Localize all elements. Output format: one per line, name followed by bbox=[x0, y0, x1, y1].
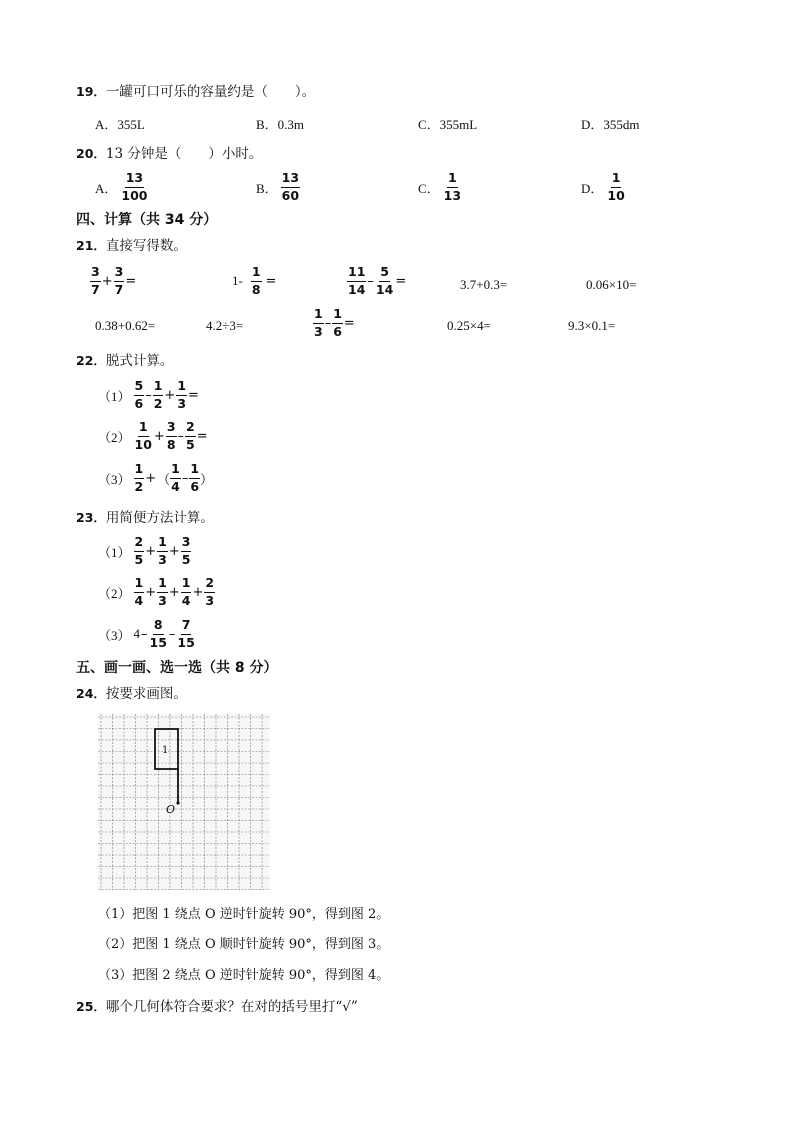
question-text: 哪个几何体符合要求？在对的括号里打“√” bbox=[105, 999, 358, 1015]
fraction bbox=[189, 463, 200, 493]
q21-expr-10: 9.3×0.1= bbox=[568, 318, 616, 333]
q21-expr-7: 4.2÷3= bbox=[206, 318, 244, 333]
numerator: 3 bbox=[114, 266, 125, 282]
question-25 bbox=[76, 1001, 358, 1015]
operator: + bbox=[164, 387, 176, 403]
denominator: 5 bbox=[186, 436, 195, 452]
fraction bbox=[606, 172, 625, 202]
part-label: （1） bbox=[98, 388, 131, 404]
q21-expr-9: 0.25×4= bbox=[447, 318, 491, 333]
q19-option-a[interactable]: A．355L bbox=[95, 117, 145, 132]
option-label: B． bbox=[256, 180, 278, 196]
fraction bbox=[134, 536, 145, 566]
q21-expr-4: 3.7+0.3= bbox=[460, 277, 508, 292]
numerator: 3 bbox=[90, 266, 101, 282]
fraction bbox=[134, 380, 145, 410]
part-label: （1） bbox=[98, 544, 131, 560]
q24-task-3: （3）把图 2 绕点 O 逆时针旋转 90°，得到图 4。 bbox=[98, 968, 390, 983]
numerator: 1 bbox=[170, 463, 181, 479]
fraction bbox=[204, 577, 215, 607]
q23-part-1 bbox=[98, 536, 191, 566]
q21-expr-2 bbox=[232, 266, 277, 296]
denominator: 13 bbox=[443, 187, 462, 203]
denominator: 14 bbox=[375, 281, 394, 297]
question-text: 一罐可口可乐的容量约是（ ）。 bbox=[105, 84, 316, 100]
fraction bbox=[134, 421, 153, 451]
numerator: 13 bbox=[125, 172, 144, 188]
operator: + bbox=[153, 428, 165, 444]
denominator: 3 bbox=[205, 592, 215, 608]
question-text: 直接写得数。 bbox=[105, 238, 187, 254]
q24-task-1: （1）把图 1 绕点 O 逆时针旋转 90°，得到图 2。 bbox=[98, 907, 390, 922]
fraction bbox=[166, 421, 177, 451]
q22-part-3 bbox=[98, 463, 213, 493]
fraction bbox=[313, 308, 324, 338]
fraction bbox=[332, 308, 343, 338]
right-paren: ） bbox=[200, 471, 214, 487]
numerator: 8 bbox=[153, 619, 164, 635]
numerator: 13 bbox=[281, 172, 300, 188]
question-24 bbox=[76, 688, 187, 702]
numerator: 7 bbox=[181, 619, 192, 635]
fraction bbox=[347, 266, 366, 296]
part-label: （2） bbox=[98, 585, 131, 601]
fraction bbox=[153, 380, 164, 410]
question-text: 脱式计算。 bbox=[105, 353, 174, 369]
denominator: 6 bbox=[333, 323, 342, 339]
denominator: 2 bbox=[134, 478, 144, 494]
numerator: 1 bbox=[447, 172, 458, 188]
numerator: 3 bbox=[181, 536, 192, 552]
denominator: 10 bbox=[607, 187, 625, 203]
operator: – bbox=[168, 626, 176, 642]
grid-svg bbox=[98, 714, 270, 890]
fraction bbox=[157, 536, 168, 566]
fraction bbox=[185, 421, 196, 451]
operator: – bbox=[324, 315, 332, 331]
question-text: 用简便方法计算。 bbox=[105, 510, 214, 526]
numerator: 2 bbox=[185, 421, 196, 437]
q22-part-2 bbox=[98, 421, 209, 451]
operator: + bbox=[168, 584, 180, 600]
question-19 bbox=[76, 86, 315, 100]
operator: – bbox=[181, 470, 189, 486]
denominator: 5 bbox=[134, 551, 144, 567]
numerator: 2 bbox=[134, 536, 145, 552]
question-22 bbox=[76, 355, 173, 369]
q23-part-2 bbox=[98, 577, 215, 607]
fraction bbox=[181, 577, 192, 607]
expr-lead: 4 bbox=[133, 626, 141, 641]
numerator: 1 bbox=[153, 380, 164, 396]
question-23 bbox=[76, 512, 214, 526]
section-heading-4: 四、计算（共 34 分） bbox=[76, 212, 218, 228]
option-label: D． bbox=[581, 180, 604, 196]
question-number: 20． bbox=[76, 146, 106, 161]
operator: + bbox=[145, 543, 157, 559]
denominator: 4 bbox=[134, 592, 144, 608]
operator: + bbox=[192, 584, 204, 600]
numerator: 1 bbox=[332, 308, 343, 324]
fraction bbox=[149, 619, 168, 649]
numerator: 1 bbox=[176, 380, 187, 396]
numerator: 5 bbox=[379, 266, 390, 282]
q21-expr-1 bbox=[90, 266, 137, 296]
denominator: 6 bbox=[134, 395, 144, 411]
denominator: 7 bbox=[91, 281, 100, 297]
question-number: 23． bbox=[76, 510, 106, 525]
numerator: 5 bbox=[134, 380, 145, 396]
question-text: 按要求画图。 bbox=[105, 686, 187, 702]
denominator: 10 bbox=[134, 436, 152, 452]
part-label: （2） bbox=[98, 429, 131, 445]
question-text: 13 分钟是（ ）小时。 bbox=[105, 146, 263, 162]
numerator: 1 bbox=[611, 172, 622, 188]
denominator: 4 bbox=[171, 478, 180, 494]
fraction bbox=[176, 380, 187, 410]
q20-option-d[interactable] bbox=[581, 172, 626, 202]
question-number: 25． bbox=[76, 999, 106, 1014]
operator: + bbox=[145, 584, 157, 600]
question-number: 21． bbox=[76, 238, 106, 253]
operator: + bbox=[145, 470, 157, 486]
numerator: 1 bbox=[157, 536, 168, 552]
option-label: C． bbox=[418, 180, 440, 196]
point-o-dot bbox=[176, 801, 179, 804]
expr-lead: 1- bbox=[232, 273, 243, 288]
denominator: 6 bbox=[190, 478, 200, 494]
question-20 bbox=[76, 148, 262, 162]
q19-option-b[interactable]: B．0.3m bbox=[256, 117, 305, 132]
left-paren: （ bbox=[157, 471, 171, 487]
numerator: 1 bbox=[134, 577, 145, 593]
q19-option-c[interactable]: C．355mL bbox=[418, 117, 478, 132]
numerator: 1 bbox=[189, 463, 200, 479]
q19-option-d[interactable]: D．355dm bbox=[581, 117, 640, 132]
denominator: 100 bbox=[121, 187, 148, 203]
fraction bbox=[170, 463, 181, 493]
numerator: 1 bbox=[134, 463, 145, 479]
equals-sign: = bbox=[196, 428, 208, 444]
figure-1-label: 1 bbox=[162, 745, 169, 756]
denominator: 8 bbox=[166, 436, 176, 452]
q20-option-a[interactable] bbox=[95, 172, 148, 202]
q21-expr-8 bbox=[313, 308, 356, 338]
denominator: 8 bbox=[251, 281, 261, 297]
denominator: 15 bbox=[149, 634, 167, 650]
numerator: 1 bbox=[181, 577, 192, 593]
equals-sign: = bbox=[125, 273, 137, 289]
point-o-label: O bbox=[166, 803, 176, 816]
denominator: 4 bbox=[181, 592, 191, 608]
q24-task-2: （2）把图 1 绕点 O 顺时针旋转 90°，得到图 3。 bbox=[98, 937, 390, 952]
fraction bbox=[251, 266, 262, 296]
part-label: （3） bbox=[98, 627, 131, 643]
question-number: 24． bbox=[76, 686, 106, 701]
equals-sign: = bbox=[265, 273, 277, 289]
denominator: 60 bbox=[281, 187, 300, 203]
section-heading-5: 五、画一画、选一选（共 8 分） bbox=[76, 660, 278, 676]
denominator: 3 bbox=[158, 592, 167, 608]
equals-sign: = bbox=[188, 387, 199, 403]
fraction bbox=[281, 172, 300, 202]
q21-expr-3 bbox=[347, 266, 407, 296]
fraction bbox=[134, 463, 145, 493]
question-number: 19． bbox=[76, 84, 106, 99]
q23-part-3 bbox=[98, 619, 196, 649]
fraction bbox=[443, 172, 462, 202]
q21-expr-5: 0.06×10= bbox=[586, 277, 637, 292]
numerator: 2 bbox=[204, 577, 215, 593]
fraction bbox=[176, 619, 195, 649]
q21-expr-6: 0.38+0.62= bbox=[95, 318, 156, 333]
fraction bbox=[114, 266, 125, 296]
denominator: 14 bbox=[348, 281, 366, 297]
operator: – bbox=[177, 428, 185, 444]
q22-part-1 bbox=[98, 380, 200, 410]
q20-option-c[interactable] bbox=[418, 172, 462, 202]
fraction bbox=[375, 266, 394, 296]
question-21 bbox=[76, 240, 187, 254]
fraction bbox=[120, 172, 148, 202]
fraction bbox=[157, 577, 168, 607]
question-number: 22． bbox=[76, 353, 106, 368]
denominator: 3 bbox=[314, 323, 323, 339]
numerator: 1 bbox=[138, 421, 149, 437]
rotation-grid-figure[interactable] bbox=[98, 714, 270, 890]
operator: – bbox=[141, 626, 148, 642]
numerator: 1 bbox=[251, 266, 262, 282]
denominator: 7 bbox=[114, 281, 124, 297]
part-label: （3） bbox=[98, 471, 131, 487]
option-label: A． bbox=[95, 180, 118, 196]
operator: – bbox=[145, 387, 152, 403]
numerator: 3 bbox=[166, 421, 177, 437]
denominator: 3 bbox=[158, 551, 167, 567]
denominator: 2 bbox=[153, 395, 163, 411]
numerator: 11 bbox=[347, 266, 366, 282]
operator: – bbox=[367, 273, 374, 289]
operator: + bbox=[168, 543, 180, 559]
numerator: 1 bbox=[157, 577, 168, 593]
equals-sign: = bbox=[343, 315, 355, 331]
operator: + bbox=[101, 273, 113, 289]
denominator: 3 bbox=[177, 395, 187, 411]
q20-option-b[interactable] bbox=[256, 172, 300, 202]
denominator: 15 bbox=[177, 634, 195, 650]
numerator: 1 bbox=[313, 308, 324, 324]
equals-sign: = bbox=[395, 273, 407, 289]
denominator: 5 bbox=[181, 551, 191, 567]
fraction bbox=[90, 266, 101, 296]
fraction bbox=[134, 577, 145, 607]
fraction bbox=[181, 536, 192, 566]
